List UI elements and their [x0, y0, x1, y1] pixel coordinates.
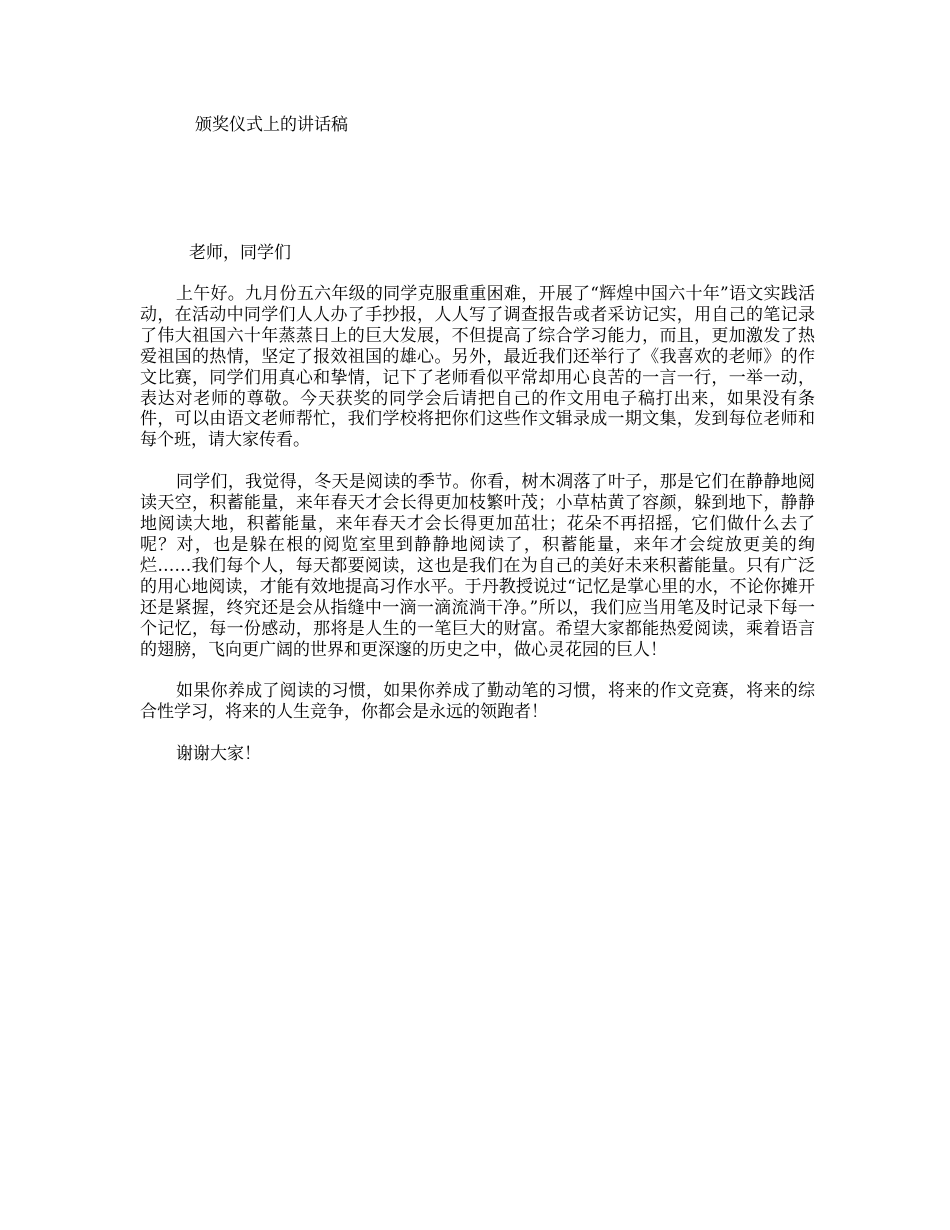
paragraph-reading-habit: 如果你养成了阅读的习惯，如果你养成了勤动笔的习惯，将来的作文竞赛，将来的综合性学习，将来的人生竞争，你都会是永远的领跑者！ — [140, 681, 815, 723]
paragraph-reading-season: 同学们，我觉得，冬天是阅读的季节。你看，树木凋落了叶子，那是它们在静静地阅读天空，积蓄能量，来年春天才会长得更加枝繁叶茂；小草枯黄了容颜，躲到地下，静静地阅读大地，积蓄能量，来年春天才会长得更加茁壮；花朵不再招摇，它们做什么去了呢？对，也是躲在根的阅览室里到静静地阅读了，积蓄能量，来年才会绽放更美的绚烂……我们每个人，每天都要阅读，这也是我们在为自己的美好未来积蓄能量。只有广泛的用心地阅读，才能有效地提高习作水平。于丹教授说过“记忆是掌心里的水，不论你摊开还是紧握，终究还是会从指缝中一滴一滴流淌干净。”所以，我们应当用笔及时记录下每一个记忆，每一份感动，那将是人生的一笔巨大的财富。希望大家都能热爱阅读，乘着语言的翅膀，飞向更广阔的世界和更深邃的历史之中，做心灵花园的巨人！ — [140, 472, 815, 660]
paragraph-greeting-and-activities: 上午好。九月份五六年级的同学克服重重困难，开展了“辉煌中国六十年”语文实践活动，在活动中同学们人人办了手抄报，人人写了调查报告或者采访记实，用自己的笔记录了伟大祖国六十年蒸蒸日上的巨大发展，不但提高了综合学习能力，而且，更加激发了热爱祖国的热情，坚定了报效祖国的雄心。另外，最近我们还举行了《我喜欢的老师》的作文比赛，同学们用真心和挚情，记下了老师看似平常却用心良苦的一言一行，一举一动，表达对老师的尊敬。今天获奖的同学会后请把自己的作文用电子稿打出来，如果没有条件，可以由语文老师帮忙，我们学校将把你们这些作文辑录成一期文集，发到每位老师和每个班，请大家传看。 — [140, 284, 815, 451]
speech-body — [140, 284, 815, 786]
document-title: 颁奖仪式上的讲话稿 — [195, 115, 348, 135]
salutation: 老师，同学们 — [189, 243, 291, 263]
paragraph-closing-thanks: 谢谢大家！ — [176, 744, 261, 765]
